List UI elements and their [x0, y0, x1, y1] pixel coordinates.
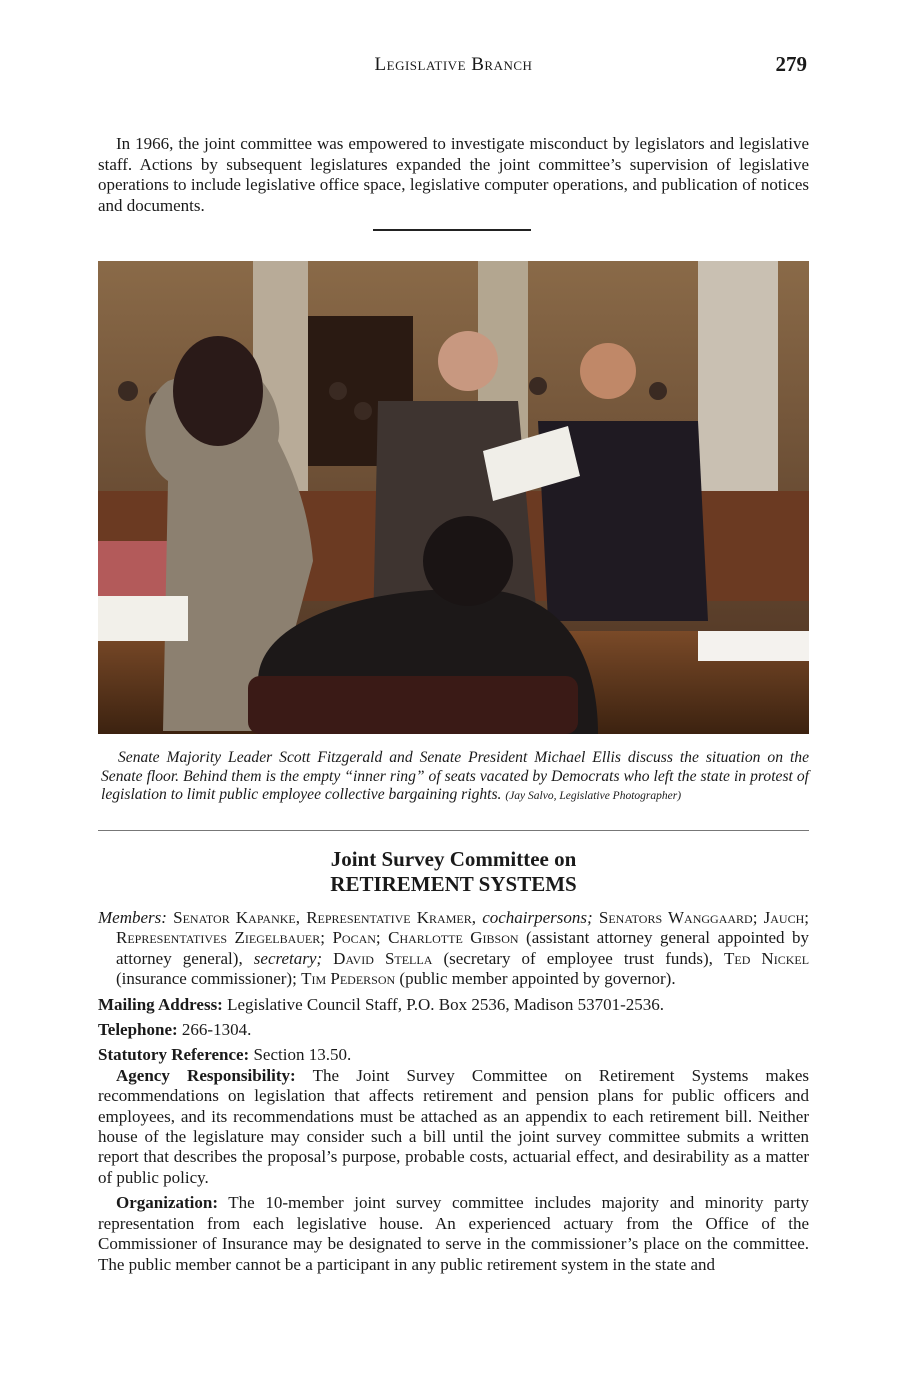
- members-names: David Stella: [333, 948, 433, 968]
- mailing-address: [98, 995, 809, 1015]
- photo-credit: (Jay Salvo, Legislative Photographer): [505, 790, 682, 803]
- statutory-label: Statutory Reference:: [98, 1045, 250, 1065]
- running-header: [98, 54, 809, 82]
- section-divider: [373, 229, 531, 231]
- telephone-value: 266-1304.: [181, 1020, 252, 1040]
- senate-floor-photo: [98, 261, 809, 734]
- members-role: secretary;: [253, 948, 323, 968]
- members-role: cochairpersons;: [482, 908, 593, 927]
- members-names: Senators Wanggaard; Jauch; Representatives Ziegelbauer; Pocan; Charlotte Gibson: [116, 908, 809, 948]
- page-number: 279: [775, 52, 807, 76]
- telephone: [98, 1020, 809, 1040]
- members-names: Ted Nickel: [723, 948, 810, 968]
- mailing-value: Legislative Council Staff, P.O. Box 2536, Madison 53701-2536.: [227, 994, 665, 1014]
- agency-label: Agency Responsibility:: [116, 1065, 296, 1085]
- intro-paragraph: In 1966, the joint committee was empowered to investigate misconduct by legislators and legislative staff. Actions by subsequent legislatures expanded the joint committee’s supervision of legislative operations to include legislative office space, legislative computer operations, and publication of notices and documents.: [98, 134, 809, 215]
- members-paragraph: [98, 908, 809, 990]
- members-note: (assistant attorney general appointed by attorney general),: [116, 928, 809, 968]
- telephone-label: Telephone:: [98, 1020, 178, 1040]
- caption-text: Senate Majority Leader Scott Fitzgerald and Senate President Michael Ellis discuss the situation on the Senate floor. Behind them is the empty “inner ring” of seats vacated by Democrats who left the state in protest of legislation to limit public employee collective bargaining rights.: [101, 749, 809, 804]
- members-names: Tim Pederson: [301, 969, 396, 989]
- statutory-value: Section 13.50.: [253, 1045, 352, 1065]
- marble-column: [698, 261, 778, 511]
- agency-text: The Joint Survey Committee on Retirement Systems makes recommendations on legislation that affects retirement and pension plans for public officers and employees, and its recommendations must be attached as an appendix to each retirement bill. Neither house of the legislature may consider such a bill until the joint survey committee submits a written report that describes the proposal’s purpose, probable costs, actuarial effect, and desirability as a matter of public policy.: [98, 1065, 809, 1187]
- members-note: (secretary of employee trust funds),: [443, 948, 713, 968]
- section-title-line1: Joint Survey Committee on: [330, 847, 577, 871]
- members-note: (public member appointed by governor).: [399, 969, 676, 989]
- members-label: Members:: [98, 908, 167, 927]
- section-heading: [98, 847, 809, 897]
- photo-caption: [101, 749, 809, 806]
- photo-illustration: [98, 261, 809, 734]
- committee-details: [98, 908, 809, 1275]
- organization-text: The 10-member joint survey committee includes majority and minority party representation from each legislative house. An experienced actuary from the Office of the Commissioner of Insurance may be designated to serve in the commissioner’s place on the committee. The public member cannot be a participant in any public retirement system in the state and: [98, 1193, 809, 1274]
- statutory-reference: [98, 1045, 809, 1065]
- organization-label: Organization:: [116, 1193, 218, 1213]
- header-title: Legislative Branch: [374, 54, 533, 75]
- members-note: (insurance commissioner);: [116, 969, 297, 989]
- members-names: Senator Kapanke, Representative Kramer,: [173, 908, 476, 927]
- agency-responsibility: [98, 1066, 809, 1188]
- organization: [98, 1193, 809, 1275]
- mailing-label: Mailing Address:: [98, 994, 223, 1014]
- section-title-line2: RETIREMENT SYSTEMS: [330, 872, 577, 896]
- horizontal-rule: [98, 830, 809, 831]
